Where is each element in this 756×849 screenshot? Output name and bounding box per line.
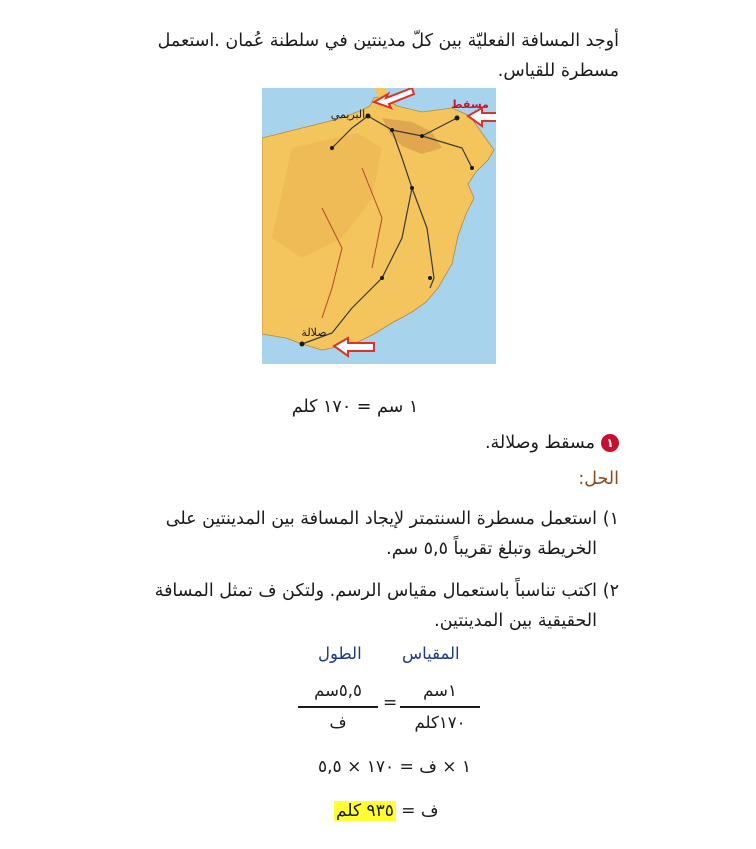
fraction-length <box>298 678 378 736</box>
equation-result <box>334 801 439 821</box>
length-column-header: الطول <box>318 644 362 663</box>
scale-text: ١ سم = ١٧٠ كلم <box>291 397 419 417</box>
step-2-line-2: الحقيقية بين المدينتين. <box>434 611 597 631</box>
step-1-line-1: استعمل مسطرة السنتمتر لإيجاد المسافة بين المدينتين على <box>165 509 597 529</box>
part-number-badge: ١ <box>601 434 619 452</box>
part-1 <box>485 428 619 458</box>
equals-sign: = <box>383 693 398 713</box>
label-muscat: مسقط <box>451 98 489 111</box>
step-2 <box>99 576 619 636</box>
answer-highlight: ٩٣٥ كلم <box>336 801 394 821</box>
oman-map <box>262 88 496 364</box>
step-1 <box>99 504 619 564</box>
step-1-number: ١) <box>602 509 619 529</box>
fraction-scale <box>400 678 480 736</box>
question-text: أوجد المسافة الفعليّة بين كلّ مدينتين في سلطنة عُمان .استعمل مسطرة للقياس. <box>157 31 619 81</box>
solution-heading: الحل: <box>578 469 619 489</box>
equation-cross-multiply: ١ × ف = ١٧٠ × ٥,٥ <box>318 757 472 777</box>
equation-result-lhs: ف = <box>395 801 439 821</box>
label-buraimi: البريمي <box>330 108 366 121</box>
step-1-line-2: الخريطة وتبلغ تقريباً ٥,٥ سم. <box>386 539 597 559</box>
scale-column-header: المقياس <box>402 644 460 663</box>
label-salalah: صلالة <box>301 326 327 339</box>
fraction-bar <box>400 706 480 708</box>
fraction-length-numerator: ٥,٥سم <box>314 681 362 700</box>
fraction-scale-denominator: ١٧٠كلم <box>414 712 466 732</box>
fraction-length-denominator: ف <box>329 712 347 732</box>
part-1-label: مسقط وصلالة. <box>484 433 595 453</box>
step-2-number: ٢) <box>602 581 619 601</box>
step-2-line-1: اكتب تناسباً باستعمال مقياس الرسم. ولتكن ف تمثل المسافة <box>154 581 597 601</box>
fraction-scale-numerator: ١سم <box>423 681 457 700</box>
fraction-bar <box>298 706 378 708</box>
